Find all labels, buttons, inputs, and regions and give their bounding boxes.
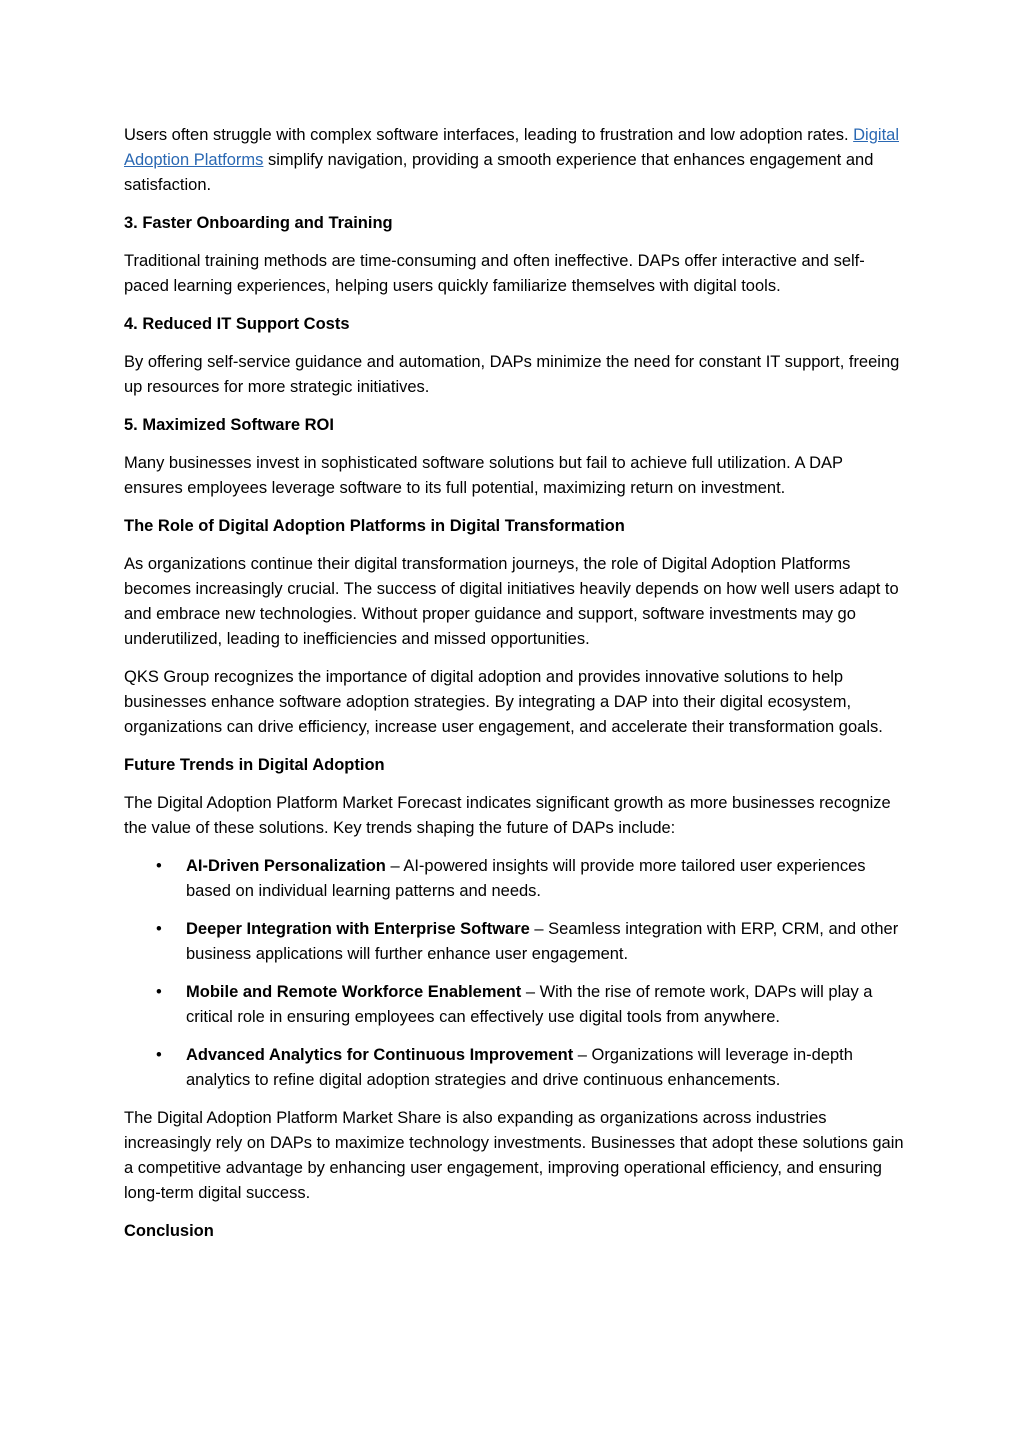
trend-term: Deeper Integration with Enterprise Software [186, 920, 530, 938]
section-body-reduced-it-costs: By offering self-service guidance and automation, DAPs minimize the need for constant IT support, freeing up resources for more strategic initiatives. [124, 353, 900, 396]
role-heading: The Role of Digital Adoption Platforms in Digital Transformation [124, 517, 625, 535]
list-item [156, 917, 904, 967]
trends-list [124, 854, 904, 1093]
bullet-icon: • [156, 1046, 162, 1064]
trend-description: – Organizations will leverage in-depth analytics to refine digital adoption strategies and drive continuous enhancements. [186, 1046, 853, 1089]
digital-adoption-platforms-link[interactable]: Digital Adoption Platforms [124, 126, 899, 169]
document-page [124, 123, 904, 1257]
role-paragraph: QKS Group recognizes the importance of digital adoption and provides innovative solutions to help businesses enhance software adoption strategies. By integrating a DAP into their digital ecosystem, organizations can drive efficiency, increase user engagement, and accelerate their transformation goals. [124, 668, 883, 736]
role-paragraph: As organizations continue their digital transformation journeys, the role of Digital Adoption Platforms becomes increasingly crucial. The success of digital initiatives heavily depends on how well users adapt to and embrace new technologies. Without proper guidance and support, software investments may go underutilized, leading to inefficiencies and missed opportunities. [124, 555, 899, 648]
trend-description: – Seamless integration with ERP, CRM, and other business applications will further enhance user engagement. [186, 920, 899, 963]
trend-term: Mobile and Remote Workforce Enablement [186, 983, 522, 1001]
section-heading-maximized-roi: 5. Maximized Software ROI [124, 416, 334, 434]
list-item [156, 1043, 904, 1093]
trends-heading: Future Trends in Digital Adoption [124, 756, 385, 774]
intro-paragraph [124, 123, 904, 198]
trend-description: – With the rise of remote work, DAPs will play a critical role in ensuring employees can effectively use digital tools from anywhere. [186, 983, 873, 1026]
intro-text-after: simplify navigation, providing a smooth experience that enhances engagement and satisfaction. [124, 151, 874, 194]
conclusion-heading: Conclusion [124, 1222, 214, 1240]
trends-closing: The Digital Adoption Platform Market Share is also expanding as organizations across industries increasingly rely on DAPs to maximize technology investments. Businesses that adopt these solutions gain a competitive advantage by enhancing user engagement, improving operational efficiency, and ensuring long-term digital success. [124, 1109, 904, 1202]
list-item [156, 854, 904, 904]
bullet-icon: • [156, 857, 162, 875]
section-body-maximized-roi: Many businesses invest in sophisticated software solutions but fail to achieve full utilization. A DAP ensures employees leverage software to its full potential, maximizing return on investment. [124, 454, 843, 497]
section-heading-faster-onboarding: 3. Faster Onboarding and Training [124, 214, 393, 232]
section-body-faster-onboarding: Traditional training methods are time-consuming and often ineffective. DAPs offer interactive and self-paced learning experiences, helping users quickly familiarize themselves with digital tools. [124, 252, 865, 295]
section-heading-reduced-it-costs: 4. Reduced IT Support Costs [124, 315, 350, 333]
list-item [156, 980, 904, 1030]
trend-term: AI-Driven Personalization [186, 857, 386, 875]
bullet-icon: • [156, 983, 162, 1001]
bullet-icon: • [156, 920, 162, 938]
trends-intro: The Digital Adoption Platform Market Forecast indicates significant growth as more businesses recognize the value of these solutions. Key trends shaping the future of DAPs include: [124, 794, 891, 837]
trend-description: – AI-powered insights will provide more tailored user experiences based on individual learning patterns and needs. [186, 857, 866, 900]
trend-term: Advanced Analytics for Continuous Improvement [186, 1046, 574, 1064]
intro-text-before: Users often struggle with complex software interfaces, leading to frustration and low adoption rates. [124, 126, 854, 144]
